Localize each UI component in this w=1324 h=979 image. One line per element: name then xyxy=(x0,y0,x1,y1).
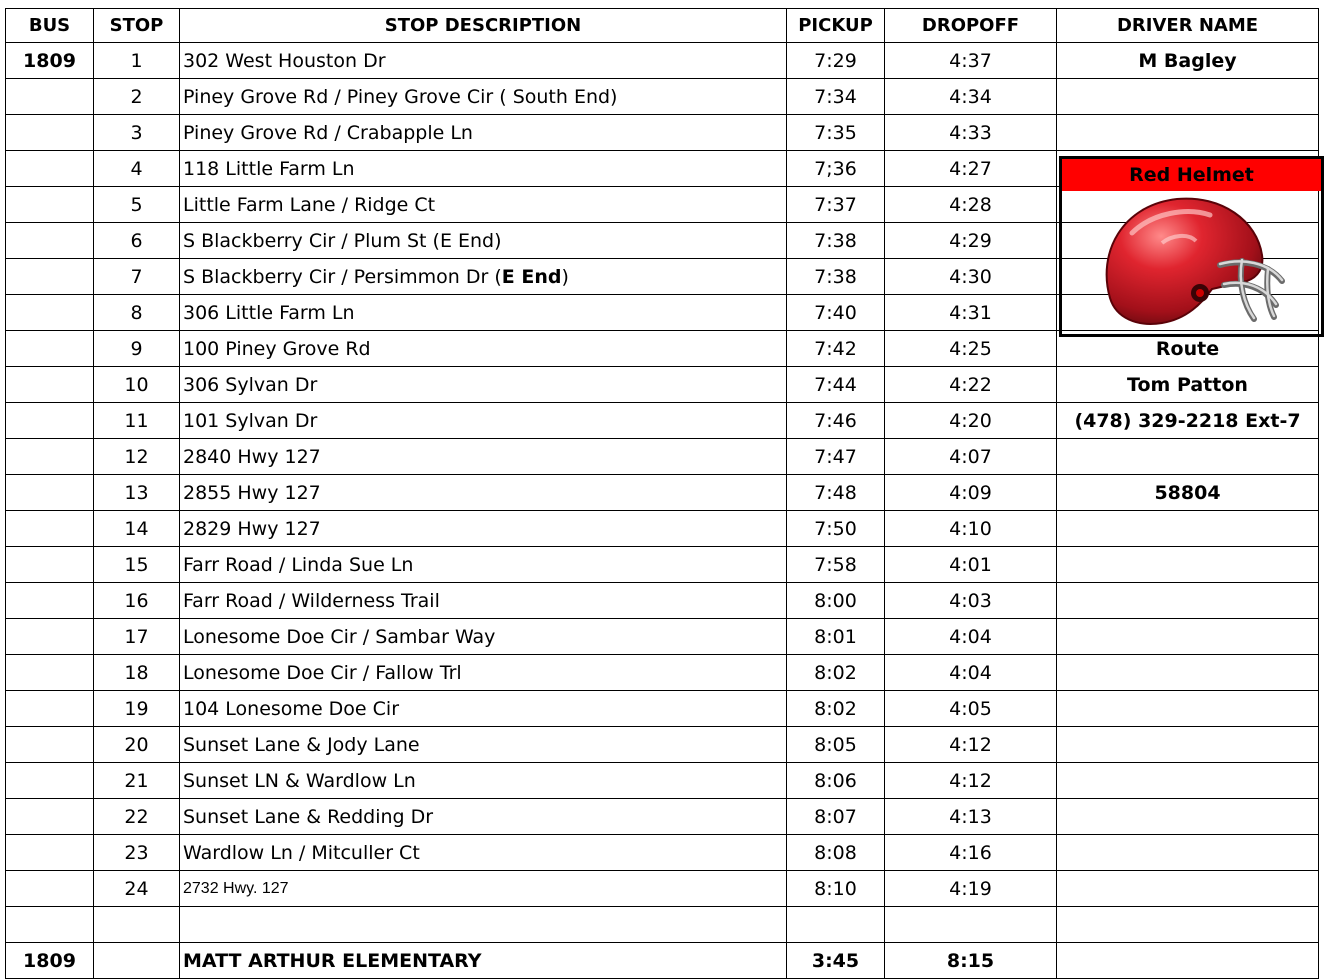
stop-description-cell: 2732 Hwy. 127 xyxy=(180,871,787,907)
table-row xyxy=(6,115,1319,151)
pickup-time-cell: 7:38 xyxy=(787,259,885,295)
pickup-time-cell: 7:29 xyxy=(787,43,885,79)
driver-cell xyxy=(1057,655,1319,691)
stop-number-cell: 2 xyxy=(94,79,180,115)
table-row xyxy=(6,547,1319,583)
stop-description-cell: 104 Lonesome Doe Cir xyxy=(180,691,787,727)
pickup-time-cell: 8:05 xyxy=(787,727,885,763)
pickup-time-cell: 8:07 xyxy=(787,799,885,835)
driver-cell xyxy=(1057,763,1319,799)
bus-cell xyxy=(6,79,94,115)
dropoff-time-cell: 4:13 xyxy=(885,799,1057,835)
stop-number-cell: 17 xyxy=(94,619,180,655)
dropoff-time-cell: 4:04 xyxy=(885,619,1057,655)
stop-number-cell: 4 xyxy=(94,151,180,187)
stop-description-cell: S Blackberry Cir / Plum St (E End) xyxy=(180,223,787,259)
dropoff-time-cell: 4:03 xyxy=(885,583,1057,619)
dropoff-time-cell: 4:09 xyxy=(885,475,1057,511)
table-row xyxy=(6,655,1319,691)
stop-number-cell: 11 xyxy=(94,403,180,439)
stop-description-cell: 2855 Hwy 127 xyxy=(180,475,787,511)
bus-cell xyxy=(6,763,94,799)
description-suffix: ) xyxy=(561,265,569,288)
stop-description-cell: Sunset Lane & Jody Lane xyxy=(180,727,787,763)
pickup-time-cell: 7:50 xyxy=(787,511,885,547)
stop-number-cell: 16 xyxy=(94,583,180,619)
dropoff-time-cell: 4:33 xyxy=(885,115,1057,151)
bus-cell xyxy=(6,259,94,295)
pickup-time-cell: 8:10 xyxy=(787,871,885,907)
bus-cell xyxy=(6,655,94,691)
stop-number-cell: 9 xyxy=(94,331,180,367)
stop-description-cell: Piney Grove Rd / Piney Grove Cir ( South End) xyxy=(180,79,787,115)
stop-number-cell: 21 xyxy=(94,763,180,799)
pickup-time-cell: 7:58 xyxy=(787,547,885,583)
dropoff-time-cell: 4:28 xyxy=(885,187,1057,223)
helmet-label: Red Helmet xyxy=(1062,159,1321,191)
bus-cell xyxy=(6,907,94,943)
stop-number-cell: 14 xyxy=(94,511,180,547)
stop-number-cell: 15 xyxy=(94,547,180,583)
stop-description-cell: Lonesome Doe Cir / Fallow Trl xyxy=(180,655,787,691)
route-table xyxy=(5,8,1319,979)
driver-cell: Tom Patton xyxy=(1057,367,1319,403)
dropoff-time-cell: 4:05 xyxy=(885,691,1057,727)
stop-description-cell: Piney Grove Rd / Crabapple Ln xyxy=(180,115,787,151)
school-name-cell: MATT ARTHUR ELEMENTARY xyxy=(180,943,787,979)
stop-description-cell: Farr Road / Linda Sue Ln xyxy=(180,547,787,583)
bus-cell xyxy=(6,511,94,547)
dropoff-time-cell xyxy=(885,907,1057,943)
stop-description-cell: 2829 Hwy 127 xyxy=(180,511,787,547)
stop-description-cell: 2840 Hwy 127 xyxy=(180,439,787,475)
bus-cell: 1809 xyxy=(6,43,94,79)
header-description: STOP DESCRIPTION xyxy=(180,9,787,43)
pickup-time-cell: 7:44 xyxy=(787,367,885,403)
table-row xyxy=(6,871,1319,907)
bus-cell xyxy=(6,547,94,583)
dropoff-time-cell: 4:37 xyxy=(885,43,1057,79)
bus-cell xyxy=(6,583,94,619)
pickup-time-cell: 7;36 xyxy=(787,151,885,187)
stop-number-cell: 6 xyxy=(94,223,180,259)
stop-number-cell: 10 xyxy=(94,367,180,403)
driver-cell xyxy=(1057,115,1319,151)
bus-cell xyxy=(6,403,94,439)
stop-description-cell: 302 West Houston Dr xyxy=(180,43,787,79)
pickup-time-cell: 7:42 xyxy=(787,331,885,367)
stop-description-cell: Sunset LN & Wardlow Ln xyxy=(180,763,787,799)
driver-cell: Route xyxy=(1057,331,1319,367)
table-row xyxy=(6,367,1319,403)
stop-description-cell: 118 Little Farm Ln xyxy=(180,151,787,187)
stop-number-cell: 23 xyxy=(94,835,180,871)
driver-cell xyxy=(1057,511,1319,547)
bus-cell xyxy=(6,115,94,151)
school-driver-cell xyxy=(1057,943,1319,979)
bus-cell xyxy=(6,691,94,727)
stop-description-cell: Farr Road / Wilderness Trail xyxy=(180,583,787,619)
driver-cell xyxy=(1057,871,1319,907)
driver-cell xyxy=(1057,727,1319,763)
driver-cell: (478) 329-2218 Ext-7 xyxy=(1057,403,1319,439)
table-row xyxy=(6,835,1319,871)
driver-cell: 58804 xyxy=(1057,475,1319,511)
stop-description-cell: 101 Sylvan Dr xyxy=(180,403,787,439)
driver-cell xyxy=(1057,835,1319,871)
table-row xyxy=(6,619,1319,655)
driver-cell xyxy=(1057,691,1319,727)
stop-number-cell: 1 xyxy=(94,43,180,79)
pickup-time-cell: 7:47 xyxy=(787,439,885,475)
stop-number-cell: 18 xyxy=(94,655,180,691)
dropoff-time-cell: 4:04 xyxy=(885,655,1057,691)
bus-cell xyxy=(6,151,94,187)
stop-number-cell: 8 xyxy=(94,295,180,331)
dropoff-time-cell: 4:01 xyxy=(885,547,1057,583)
pickup-time-cell: 7:35 xyxy=(787,115,885,151)
driver-cell: M Bagley xyxy=(1057,43,1319,79)
driver-cell xyxy=(1057,799,1319,835)
bus-cell xyxy=(6,727,94,763)
table-row xyxy=(6,583,1319,619)
driver-cell xyxy=(1057,907,1319,943)
pickup-time-cell: 7:37 xyxy=(787,187,885,223)
driver-cell xyxy=(1057,439,1319,475)
table-row xyxy=(6,475,1319,511)
table-row xyxy=(6,511,1319,547)
stop-number-cell: 12 xyxy=(94,439,180,475)
pickup-time-cell: 7:48 xyxy=(787,475,885,511)
pickup-time-cell: 7:38 xyxy=(787,223,885,259)
header-bus: BUS xyxy=(6,9,94,43)
pickup-time-cell: 8:08 xyxy=(787,835,885,871)
school-stop-cell xyxy=(94,943,180,979)
stop-description-cell: Sunset Lane & Redding Dr xyxy=(180,799,787,835)
stop-number-cell: 5 xyxy=(94,187,180,223)
description-emphasis: E End xyxy=(501,265,562,288)
bus-cell xyxy=(6,871,94,907)
pickup-time-cell: 8:01 xyxy=(787,619,885,655)
dropoff-time-cell: 4:19 xyxy=(885,871,1057,907)
stop-description-cell: Wardlow Ln / Mitculler Ct xyxy=(180,835,787,871)
dropoff-time-cell: 4:30 xyxy=(885,259,1057,295)
stop-number-cell: 19 xyxy=(94,691,180,727)
stop-number-cell: 7 xyxy=(94,259,180,295)
pickup-time-cell xyxy=(787,907,885,943)
dropoff-time-cell: 4:22 xyxy=(885,367,1057,403)
dropoff-time-cell: 4:29 xyxy=(885,223,1057,259)
dropoff-time-cell: 4:16 xyxy=(885,835,1057,871)
dropoff-time-cell: 4:25 xyxy=(885,331,1057,367)
table-row xyxy=(6,439,1319,475)
pickup-time-cell: 7:40 xyxy=(787,295,885,331)
bus-cell xyxy=(6,835,94,871)
header-driver: DRIVER NAME xyxy=(1057,9,1319,43)
stop-number-cell xyxy=(94,907,180,943)
dropoff-time-cell: 4:12 xyxy=(885,763,1057,799)
bus-cell xyxy=(6,295,94,331)
bus-cell xyxy=(6,223,94,259)
header-dropoff: DROPOFF xyxy=(885,9,1057,43)
table-row xyxy=(6,907,1319,943)
stop-number-cell: 20 xyxy=(94,727,180,763)
school-row xyxy=(6,943,1319,979)
bus-cell xyxy=(6,439,94,475)
table-row xyxy=(6,403,1319,439)
driver-cell xyxy=(1057,619,1319,655)
header-pickup: PICKUP xyxy=(787,9,885,43)
bus-route-sheet xyxy=(5,8,1318,979)
table-row xyxy=(6,43,1319,79)
table-row xyxy=(6,799,1319,835)
pickup-time-cell: 8:06 xyxy=(787,763,885,799)
dropoff-time-cell: 4:27 xyxy=(885,151,1057,187)
dropoff-time-cell: 4:07 xyxy=(885,439,1057,475)
pickup-time-cell: 7:34 xyxy=(787,79,885,115)
helmet-badge xyxy=(1059,156,1324,337)
pickup-time-cell: 8:02 xyxy=(787,691,885,727)
bus-cell xyxy=(6,475,94,511)
red-football-helmet-icon xyxy=(1092,193,1292,335)
table-row xyxy=(6,79,1319,115)
stop-description-cell xyxy=(180,259,787,295)
stop-description-cell: Lonesome Doe Cir / Sambar Way xyxy=(180,619,787,655)
driver-cell xyxy=(1057,79,1319,115)
header-row xyxy=(6,9,1319,43)
dropoff-time-cell: 4:20 xyxy=(885,403,1057,439)
stop-description-cell: 306 Sylvan Dr xyxy=(180,367,787,403)
pickup-time-cell: 8:02 xyxy=(787,655,885,691)
table-row xyxy=(6,763,1319,799)
stop-description-cell: Little Farm Lane / Ridge Ct xyxy=(180,187,787,223)
stop-number-cell: 22 xyxy=(94,799,180,835)
stop-number-cell: 24 xyxy=(94,871,180,907)
school-pickup-cell: 3:45 xyxy=(787,943,885,979)
bus-cell xyxy=(6,799,94,835)
dropoff-time-cell: 4:12 xyxy=(885,727,1057,763)
description-text: S Blackberry Cir / Persimmon Dr ( xyxy=(183,265,502,288)
school-bus-cell: 1809 xyxy=(6,943,94,979)
bus-cell xyxy=(6,331,94,367)
table-row xyxy=(6,691,1319,727)
school-dropoff-cell: 8:15 xyxy=(885,943,1057,979)
driver-cell xyxy=(1057,547,1319,583)
bus-cell xyxy=(6,187,94,223)
pickup-time-cell: 8:00 xyxy=(787,583,885,619)
header-stop: STOP xyxy=(94,9,180,43)
bus-cell xyxy=(6,367,94,403)
table-row xyxy=(6,727,1319,763)
stop-number-cell: 3 xyxy=(94,115,180,151)
dropoff-time-cell: 4:10 xyxy=(885,511,1057,547)
dropoff-time-cell: 4:34 xyxy=(885,79,1057,115)
stop-number-cell: 13 xyxy=(94,475,180,511)
stop-description-cell xyxy=(180,907,787,943)
dropoff-time-cell: 4:31 xyxy=(885,295,1057,331)
bus-cell xyxy=(6,619,94,655)
stop-description-cell: 306 Little Farm Ln xyxy=(180,295,787,331)
stop-description-cell: 100 Piney Grove Rd xyxy=(180,331,787,367)
driver-cell xyxy=(1057,583,1319,619)
pickup-time-cell: 7:46 xyxy=(787,403,885,439)
